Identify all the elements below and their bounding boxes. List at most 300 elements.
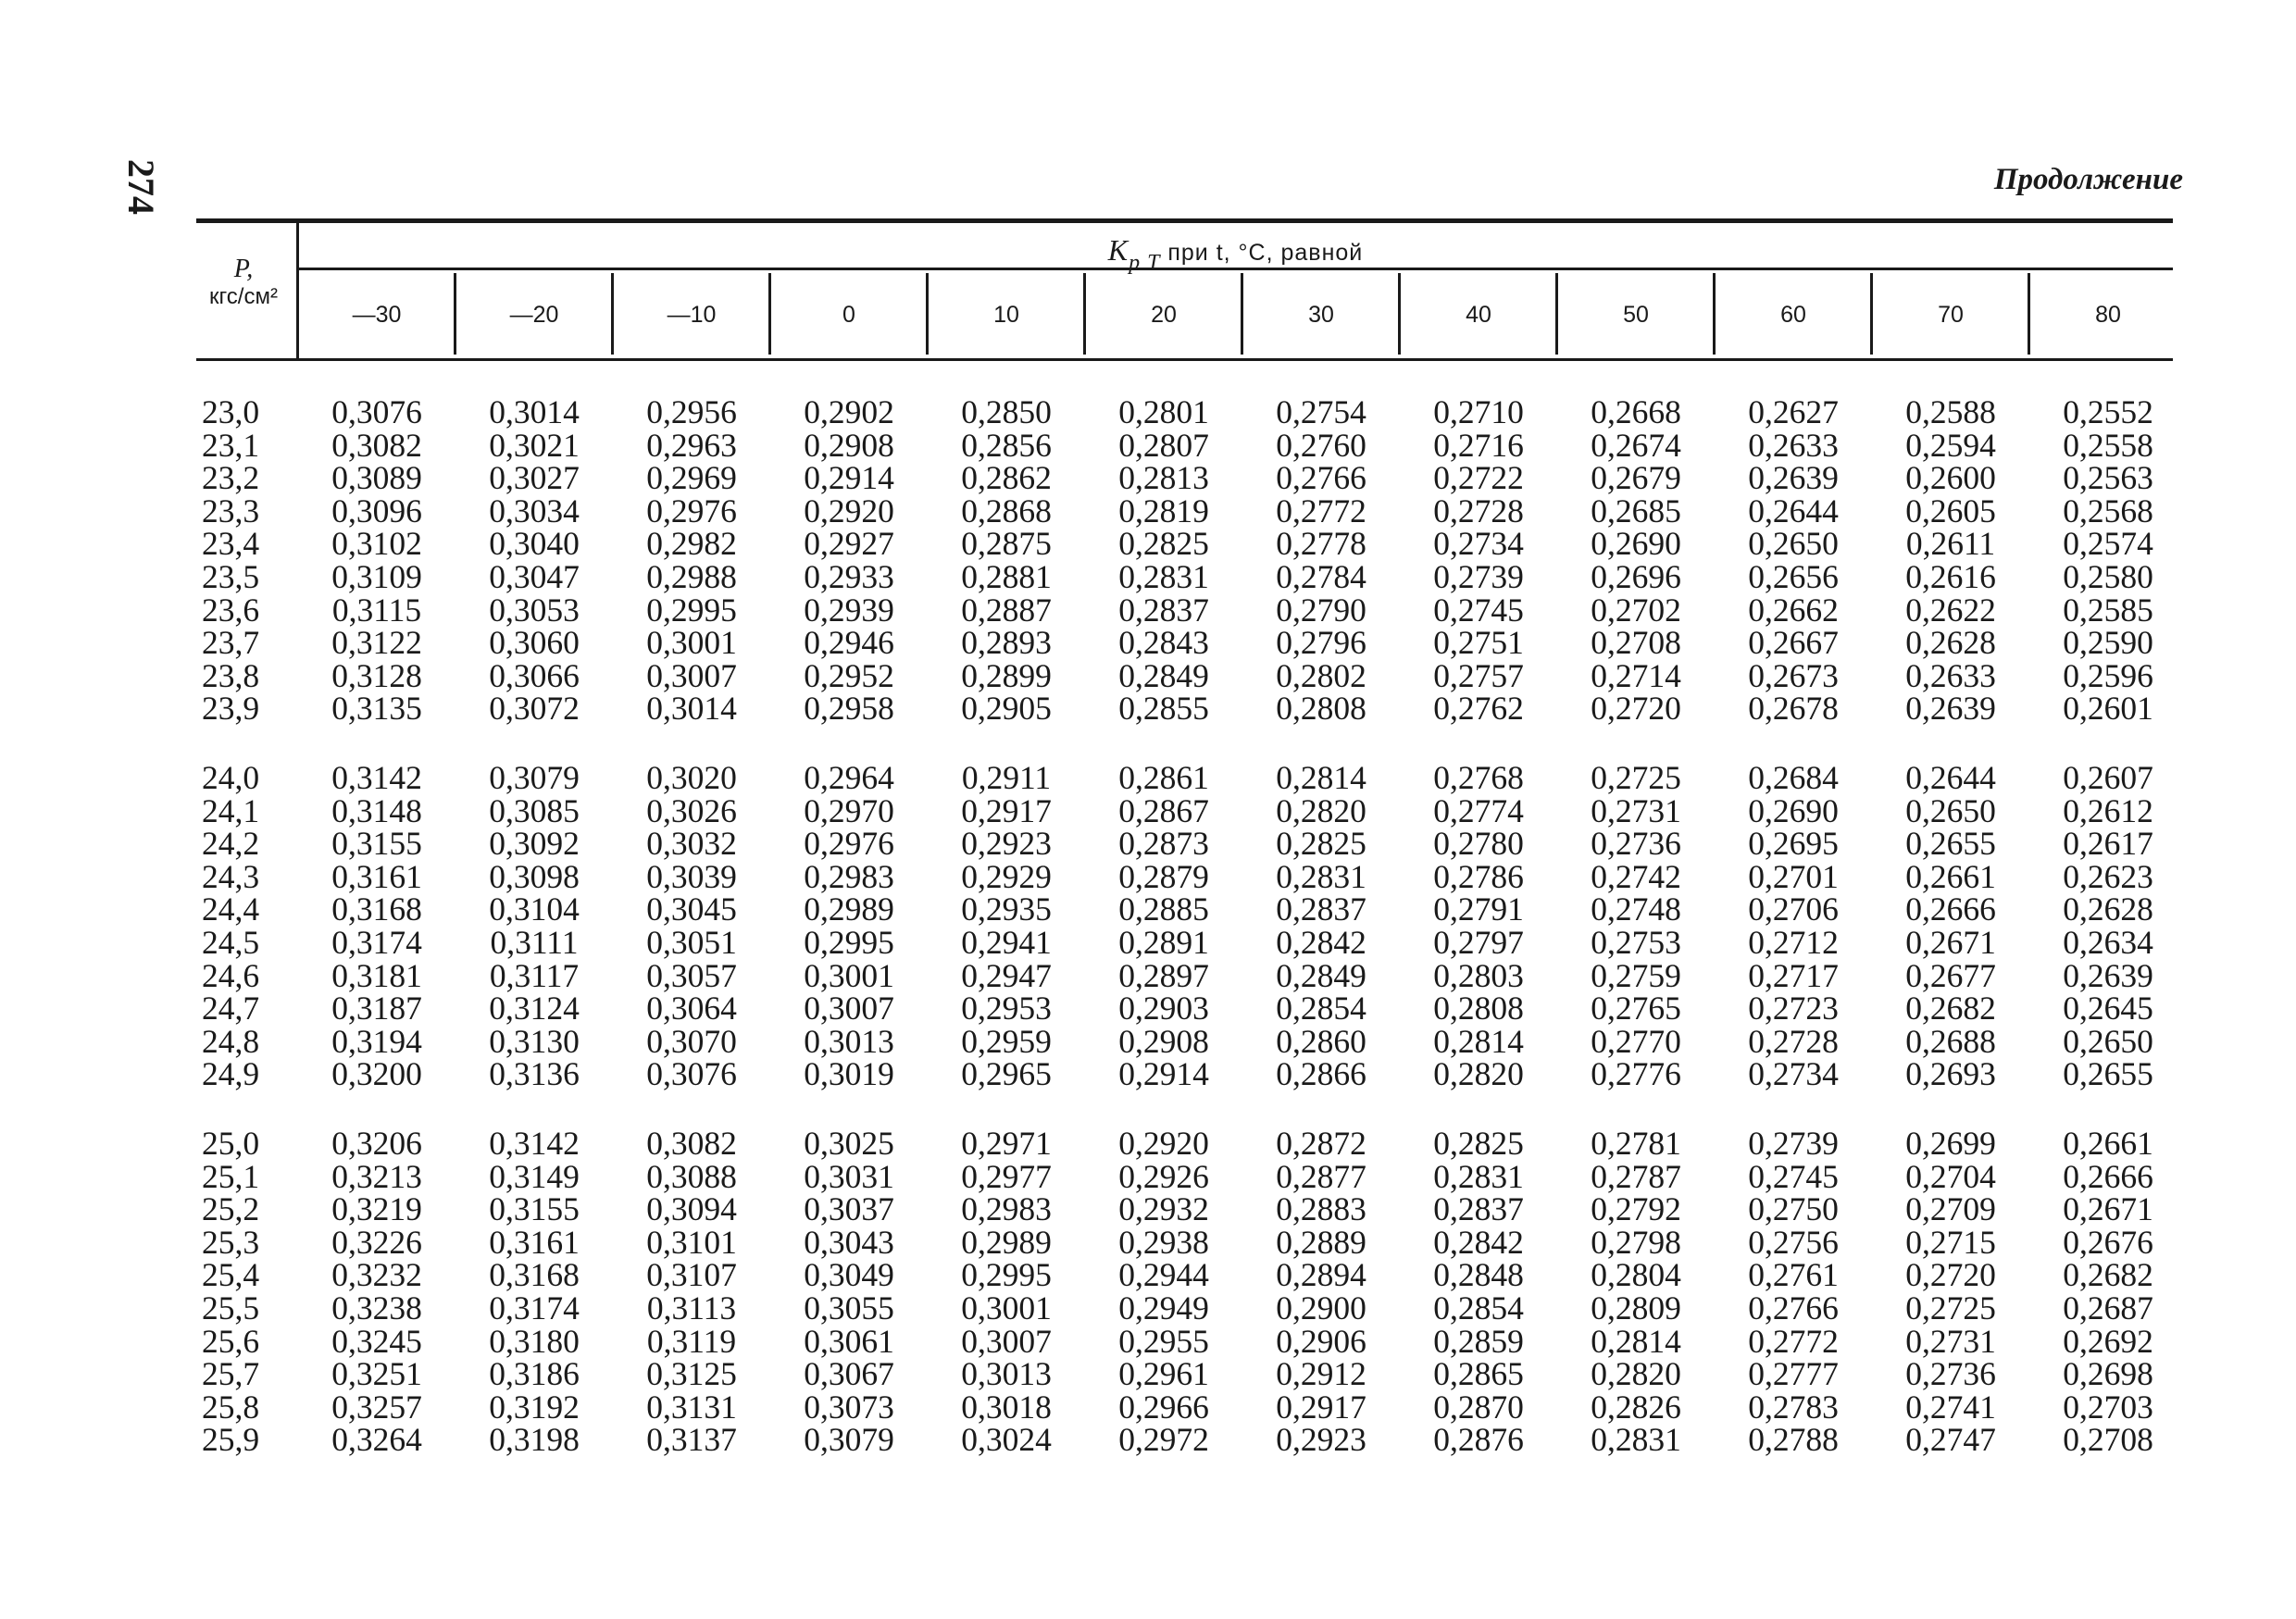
value-cell: 0,2935 <box>961 890 1052 928</box>
value-cell: 0,3102 <box>331 525 422 563</box>
header-k-symbol: K <box>1107 233 1129 267</box>
pressure-cell: 23,6 <box>202 591 260 629</box>
temperature-column-header: 0 <box>842 302 855 328</box>
value-cell: 0,3066 <box>489 656 580 694</box>
value-cell: 0,2989 <box>804 890 894 928</box>
table-row <box>0 426 2296 464</box>
value-cell: 0,2825 <box>1276 825 1366 863</box>
value-cell: 0,3198 <box>489 1421 580 1459</box>
value-cell: 0,2876 <box>1433 1421 1524 1459</box>
table-row <box>0 1322 2296 1360</box>
value-cell: 0,2607 <box>2063 759 2153 796</box>
value-cell: 0,2766 <box>1748 1289 1839 1326</box>
value-cell: 0,3101 <box>646 1223 737 1261</box>
value-cell: 0,2802 <box>1276 656 1366 694</box>
value-cell: 0,3148 <box>331 791 422 829</box>
value-cell: 0,3155 <box>489 1190 580 1228</box>
value-cell: 0,2671 <box>1905 924 1996 961</box>
value-cell: 0,2879 <box>1118 857 1209 895</box>
value-cell: 0,2760 <box>1276 426 1366 464</box>
pressure-cell: 23,3 <box>202 492 260 529</box>
value-cell: 0,2875 <box>961 525 1052 563</box>
value-cell: 0,2661 <box>1905 857 1996 895</box>
value-cell: 0,2825 <box>1433 1125 1524 1162</box>
pressure-cell: 23,5 <box>202 558 260 595</box>
value-cell: 0,2939 <box>804 591 894 629</box>
value-cell: 0,2656 <box>1748 558 1839 595</box>
value-cell: 0,2739 <box>1433 558 1524 595</box>
value-cell: 0,2870 <box>1433 1388 1524 1426</box>
value-cell: 0,2703 <box>2063 1388 2153 1426</box>
table-row <box>0 1022 2296 1060</box>
value-cell: 0,2831 <box>1591 1421 1681 1459</box>
value-cell: 0,2893 <box>961 624 1052 662</box>
value-cell: 0,3161 <box>489 1223 580 1261</box>
value-cell: 0,2809 <box>1591 1289 1681 1326</box>
value-cell: 0,2966 <box>1118 1388 1209 1426</box>
value-cell: 0,2762 <box>1433 690 1524 728</box>
value-cell: 0,2644 <box>1905 759 1996 796</box>
value-cell: 0,2927 <box>804 525 894 563</box>
value-cell: 0,2702 <box>1591 591 1681 629</box>
value-cell: 0,2860 <box>1276 1022 1366 1060</box>
value-cell: 0,3161 <box>331 857 422 895</box>
value-cell: 0,3064 <box>646 990 737 1027</box>
value-cell: 0,3060 <box>489 624 580 662</box>
pressure-cell: 24,6 <box>202 956 260 994</box>
pressure-cell: 23,0 <box>202 393 260 430</box>
value-cell: 0,3014 <box>646 690 737 728</box>
value-cell: 0,3119 <box>646 1322 737 1360</box>
table-row <box>0 393 2296 430</box>
value-cell: 0,2781 <box>1591 1125 1681 1162</box>
value-cell: 0,2952 <box>804 656 894 694</box>
value-cell: 0,2977 <box>961 1157 1052 1195</box>
value-cell: 0,2831 <box>1118 558 1209 595</box>
value-cell: 0,2861 <box>1118 759 1209 796</box>
value-cell: 0,2906 <box>1276 1322 1366 1360</box>
value-cell: 0,3007 <box>804 990 894 1027</box>
value-cell: 0,2831 <box>1276 857 1366 895</box>
pressure-cell: 24,0 <box>202 759 260 796</box>
value-cell: 0,2849 <box>1118 656 1209 694</box>
value-cell: 0,3117 <box>489 956 580 994</box>
value-cell: 0,2891 <box>1118 924 1209 961</box>
value-cell: 0,2963 <box>646 426 737 464</box>
value-cell: 0,2628 <box>1905 624 1996 662</box>
value-cell: 0,2778 <box>1276 525 1366 563</box>
value-cell: 0,3026 <box>646 791 737 829</box>
value-cell: 0,2825 <box>1118 525 1209 563</box>
value-cell: 0,3130 <box>489 1022 580 1060</box>
value-cell: 0,2797 <box>1433 924 1524 961</box>
value-cell: 0,3076 <box>646 1055 737 1093</box>
value-cell: 0,3232 <box>331 1256 422 1294</box>
value-cell: 0,3109 <box>331 558 422 595</box>
value-cell: 0,3001 <box>961 1289 1052 1326</box>
pressure-cell: 25,0 <box>202 1125 260 1162</box>
value-cell: 0,3001 <box>804 956 894 994</box>
value-cell: 0,2678 <box>1748 690 1839 728</box>
value-cell: 0,2627 <box>1748 393 1839 430</box>
value-cell: 0,2971 <box>961 1125 1052 1162</box>
value-cell: 0,2690 <box>1748 791 1839 829</box>
value-cell: 0,2941 <box>961 924 1052 961</box>
value-cell: 0,2826 <box>1591 1388 1681 1426</box>
pressure-cell: 24,1 <box>202 791 260 829</box>
value-cell: 0,2634 <box>2063 924 2153 961</box>
value-cell: 0,2616 <box>1905 558 1996 595</box>
pressure-cell: 24,5 <box>202 924 260 961</box>
value-cell: 0,2849 <box>1276 956 1366 994</box>
value-cell: 0,2905 <box>961 690 1052 728</box>
value-cell: 0,2552 <box>2063 393 2153 430</box>
value-cell: 0,3092 <box>489 825 580 863</box>
value-cell: 0,2883 <box>1276 1190 1366 1228</box>
value-cell: 0,3226 <box>331 1223 422 1261</box>
value-cell: 0,3021 <box>489 426 580 464</box>
value-cell: 0,2605 <box>1905 492 1996 529</box>
value-cell: 0,2645 <box>2063 990 2153 1027</box>
value-cell: 0,2736 <box>1591 825 1681 863</box>
value-cell: 0,2734 <box>1748 1055 1839 1093</box>
value-cell: 0,2801 <box>1118 393 1209 430</box>
value-cell: 0,3027 <box>489 459 580 497</box>
value-cell: 0,2908 <box>1118 1022 1209 1060</box>
value-cell: 0,2855 <box>1118 690 1209 728</box>
table-row <box>0 459 2296 497</box>
value-cell: 0,3094 <box>646 1190 737 1228</box>
value-cell: 0,3264 <box>331 1421 422 1459</box>
value-cell: 0,3122 <box>331 624 422 662</box>
value-cell: 0,2820 <box>1591 1355 1681 1393</box>
value-cell: 0,3174 <box>489 1289 580 1326</box>
value-cell: 0,2633 <box>1748 426 1839 464</box>
value-cell: 0,2766 <box>1276 459 1366 497</box>
value-cell: 0,2897 <box>1118 956 1209 994</box>
value-cell: 0,2842 <box>1433 1223 1524 1261</box>
value-cell: 0,3088 <box>646 1157 737 1195</box>
table-row <box>0 992 2296 1026</box>
table-row <box>0 956 2296 994</box>
value-cell: 0,2995 <box>804 924 894 961</box>
value-cell: 0,3001 <box>646 624 737 662</box>
value-cell: 0,2988 <box>646 558 737 595</box>
value-cell: 0,2889 <box>1276 1223 1366 1261</box>
value-cell: 0,3019 <box>804 1055 894 1093</box>
value-cell: 0,2920 <box>1118 1125 1209 1162</box>
value-cell: 0,2837 <box>1433 1190 1524 1228</box>
value-cell: 0,2731 <box>1591 791 1681 829</box>
value-cell: 0,2995 <box>961 1256 1052 1294</box>
table-row <box>0 1127 2296 1161</box>
value-cell: 0,3098 <box>489 857 580 895</box>
table-row <box>0 857 2296 895</box>
value-cell: 0,2674 <box>1591 426 1681 464</box>
value-cell: 0,2808 <box>1433 990 1524 1027</box>
value-cell: 0,2783 <box>1748 1388 1839 1426</box>
value-cell: 0,2655 <box>1905 825 1996 863</box>
value-cell: 0,2969 <box>646 459 737 497</box>
value-cell: 0,2716 <box>1433 426 1524 464</box>
value-cell: 0,2866 <box>1276 1055 1366 1093</box>
value-cell: 0,3206 <box>331 1125 422 1162</box>
value-cell: 0,2787 <box>1591 1157 1681 1195</box>
value-cell: 0,2677 <box>1905 956 1996 994</box>
table-row <box>0 1289 2296 1326</box>
value-cell: 0,2753 <box>1591 924 1681 961</box>
value-cell: 0,2736 <box>1905 1355 1996 1393</box>
value-cell: 0,2725 <box>1905 1289 1996 1326</box>
value-cell: 0,2704 <box>1905 1157 1996 1195</box>
value-cell: 0,2612 <box>2063 791 2153 829</box>
value-cell: 0,2617 <box>2063 825 2153 863</box>
value-cell: 0,2850 <box>961 393 1052 430</box>
value-cell: 0,3137 <box>646 1421 737 1459</box>
value-cell: 0,2965 <box>961 1055 1052 1093</box>
value-cell: 0,3245 <box>331 1322 422 1360</box>
value-cell: 0,3142 <box>331 759 422 796</box>
temperature-column-header: 70 <box>1938 302 1964 328</box>
value-cell: 0,2995 <box>646 591 737 629</box>
value-cell: 0,2720 <box>1905 1256 1996 1294</box>
temperature-column-header: 10 <box>993 302 1019 328</box>
value-cell: 0,2953 <box>961 990 1052 1027</box>
value-cell: 0,2712 <box>1748 924 1839 961</box>
row-group <box>0 393 2296 728</box>
value-cell: 0,2982 <box>646 525 737 563</box>
value-cell: 0,2563 <box>2063 459 2153 497</box>
value-cell: 0,2843 <box>1118 624 1209 662</box>
table-row <box>0 825 2296 863</box>
value-cell: 0,2622 <box>1905 591 1996 629</box>
temperature-column-header: 50 <box>1623 302 1649 328</box>
value-cell: 0,3181 <box>331 956 422 994</box>
value-cell: 0,2899 <box>961 656 1052 694</box>
value-cell: 0,3115 <box>331 591 422 629</box>
value-cell: 0,2920 <box>804 492 894 529</box>
value-cell: 0,2601 <box>2063 690 2153 728</box>
value-cell: 0,3082 <box>646 1125 737 1162</box>
value-cell: 0,3007 <box>646 656 737 694</box>
value-cell: 0,2798 <box>1591 1223 1681 1261</box>
value-cell: 0,2831 <box>1433 1157 1524 1195</box>
table-row <box>0 1223 2296 1261</box>
value-cell: 0,2796 <box>1276 624 1366 662</box>
value-cell: 0,3067 <box>804 1355 894 1393</box>
value-cell: 0,3018 <box>961 1388 1052 1426</box>
value-cell: 0,2777 <box>1748 1355 1839 1393</box>
pressure-cell: 25,3 <box>202 1223 260 1261</box>
temperature-column-header: 20 <box>1151 302 1177 328</box>
value-cell: 0,2792 <box>1591 1190 1681 1228</box>
temperature-column-header: 60 <box>1780 302 1806 328</box>
value-cell: 0,2867 <box>1118 791 1209 829</box>
value-cell: 0,3187 <box>331 990 422 1027</box>
header-bottom-rule <box>196 358 2173 361</box>
table-row <box>0 591 2296 629</box>
value-cell: 0,2682 <box>2063 1256 2153 1294</box>
value-cell: 0,2588 <box>1905 393 1996 430</box>
value-cell: 0,2865 <box>1433 1355 1524 1393</box>
value-cell: 0,2600 <box>1905 459 1996 497</box>
value-cell: 0,2914 <box>804 459 894 497</box>
value-cell: 0,2639 <box>1748 459 1839 497</box>
temperature-column-header: 30 <box>1308 302 1334 328</box>
value-cell: 0,2751 <box>1433 624 1524 662</box>
header-k-subscript: p T <box>1129 251 1161 275</box>
value-cell: 0,3073 <box>804 1388 894 1426</box>
value-cell: 0,2900 <box>1276 1289 1366 1326</box>
value-cell: 0,2728 <box>1433 492 1524 529</box>
value-cell: 0,2623 <box>2063 857 2153 895</box>
value-cell: 0,2803 <box>1433 956 1524 994</box>
table-row <box>0 656 2296 694</box>
value-cell: 0,3039 <box>646 857 737 895</box>
value-cell: 0,3213 <box>331 1157 422 1195</box>
value-cell: 0,2873 <box>1118 825 1209 863</box>
value-cell: 0,2772 <box>1276 492 1366 529</box>
value-cell: 0,3186 <box>489 1355 580 1393</box>
value-cell: 0,3025 <box>804 1125 894 1162</box>
value-cell: 0,2814 <box>1591 1322 1681 1360</box>
table-header <box>298 230 2173 275</box>
value-cell: 0,3149 <box>489 1157 580 1195</box>
value-cell: 0,3024 <box>961 1421 1052 1459</box>
value-cell: 0,2947 <box>961 956 1052 994</box>
value-cell: 0,2938 <box>1118 1223 1209 1261</box>
value-cell: 0,2903 <box>1118 990 1209 1027</box>
pressure-cell: 24,2 <box>202 825 260 863</box>
value-cell: 0,2955 <box>1118 1322 1209 1360</box>
value-cell: 0,2745 <box>1433 591 1524 629</box>
pressure-cell: 23,7 <box>202 624 260 662</box>
value-cell: 0,2770 <box>1591 1022 1681 1060</box>
value-cell: 0,3124 <box>489 990 580 1027</box>
table-row <box>0 624 2296 662</box>
value-cell: 0,2717 <box>1748 956 1839 994</box>
value-cell: 0,2837 <box>1118 591 1209 629</box>
value-cell: 0,2854 <box>1433 1289 1524 1326</box>
pressure-cell: 25,6 <box>202 1322 260 1360</box>
value-cell: 0,3049 <box>804 1256 894 1294</box>
value-cell: 0,2725 <box>1591 759 1681 796</box>
value-cell: 0,3072 <box>489 690 580 728</box>
pressure-cell: 25,5 <box>202 1289 260 1326</box>
table-row <box>0 1055 2296 1093</box>
value-cell: 0,2976 <box>646 492 737 529</box>
value-cell: 0,2673 <box>1748 656 1839 694</box>
value-cell: 0,2768 <box>1433 759 1524 796</box>
value-cell: 0,2959 <box>961 1022 1052 1060</box>
value-cell: 0,2698 <box>2063 1355 2153 1393</box>
value-cell: 0,2970 <box>804 791 894 829</box>
value-cell: 0,2714 <box>1591 656 1681 694</box>
value-cell: 0,2862 <box>961 459 1052 497</box>
value-cell: 0,2944 <box>1118 1256 1209 1294</box>
value-cell: 0,3085 <box>489 791 580 829</box>
value-cell: 0,2720 <box>1591 690 1681 728</box>
pressure-cell: 25,2 <box>202 1190 260 1228</box>
value-cell: 0,2917 <box>1276 1388 1366 1426</box>
value-cell: 0,2908 <box>804 426 894 464</box>
value-cell: 0,3257 <box>331 1388 422 1426</box>
value-cell: 0,2983 <box>804 857 894 895</box>
value-cell: 0,2786 <box>1433 857 1524 895</box>
value-cell: 0,2722 <box>1433 459 1524 497</box>
header-k-caption: при t, °С, равной <box>1160 240 1364 266</box>
value-cell: 0,2808 <box>1276 690 1366 728</box>
value-cell: 0,2596 <box>2063 656 2153 694</box>
value-cell: 0,2662 <box>1748 591 1839 629</box>
value-cell: 0,2759 <box>1591 956 1681 994</box>
table-row <box>0 525 2296 563</box>
value-cell: 0,3200 <box>331 1055 422 1093</box>
table-row <box>0 1355 2296 1393</box>
value-cell: 0,2854 <box>1276 990 1366 1027</box>
table-row <box>0 1157 2296 1195</box>
value-cell: 0,2688 <box>1905 1022 1996 1060</box>
value-cell: 0,3113 <box>646 1289 737 1326</box>
value-cell: 0,3168 <box>489 1256 580 1294</box>
value-cell: 0,2715 <box>1905 1223 1996 1261</box>
pressure-cell: 25,7 <box>202 1355 260 1393</box>
value-cell: 0,3192 <box>489 1388 580 1426</box>
table-row <box>0 1190 2296 1228</box>
value-cell: 0,2964 <box>804 759 894 796</box>
value-cell: 0,3111 <box>490 924 579 961</box>
value-cell: 0,3040 <box>489 525 580 563</box>
temperature-column-header: —20 <box>509 302 559 328</box>
value-cell: 0,2820 <box>1276 791 1366 829</box>
pressure-cell: 24,9 <box>202 1055 260 1093</box>
pressure-cell: 25,8 <box>202 1388 260 1426</box>
value-cell: 0,3013 <box>804 1022 894 1060</box>
value-cell: 0,2885 <box>1118 890 1209 928</box>
value-cell: 0,3089 <box>331 459 422 497</box>
value-cell: 0,2696 <box>1591 558 1681 595</box>
continuation-label: Продолжение <box>1993 163 2183 196</box>
temperature-column-header: —30 <box>352 302 402 328</box>
value-cell: 0,3070 <box>646 1022 737 1060</box>
value-cell: 0,2666 <box>1905 890 1996 928</box>
value-cell: 0,3131 <box>646 1388 737 1426</box>
value-cell: 0,2671 <box>2063 1190 2153 1228</box>
table-row <box>0 692 2296 726</box>
value-cell: 0,2747 <box>1905 1421 1996 1459</box>
value-cell: 0,2972 <box>1118 1421 1209 1459</box>
value-cell: 0,2881 <box>961 558 1052 595</box>
pressure-cell: 23,2 <box>202 459 260 497</box>
value-cell: 0,3053 <box>489 591 580 629</box>
table-row <box>0 890 2296 928</box>
value-cell: 0,3107 <box>646 1256 737 1294</box>
value-cell: 0,2961 <box>1118 1355 1209 1393</box>
pressure-cell: 23,8 <box>202 656 260 694</box>
value-cell: 0,2956 <box>646 393 737 430</box>
value-cell: 0,2761 <box>1748 1256 1839 1294</box>
value-cell: 0,2633 <box>1905 656 1996 694</box>
value-cell: 0,3135 <box>331 690 422 728</box>
value-cell: 0,2754 <box>1276 393 1366 430</box>
value-cell: 0,2949 <box>1118 1289 1209 1326</box>
value-cell: 0,3061 <box>804 1322 894 1360</box>
table-row <box>0 492 2296 529</box>
pressure-cell: 25,1 <box>202 1157 260 1195</box>
value-cell: 0,2926 <box>1118 1157 1209 1195</box>
value-cell: 0,2842 <box>1276 924 1366 961</box>
value-cell: 0,2650 <box>1748 525 1839 563</box>
